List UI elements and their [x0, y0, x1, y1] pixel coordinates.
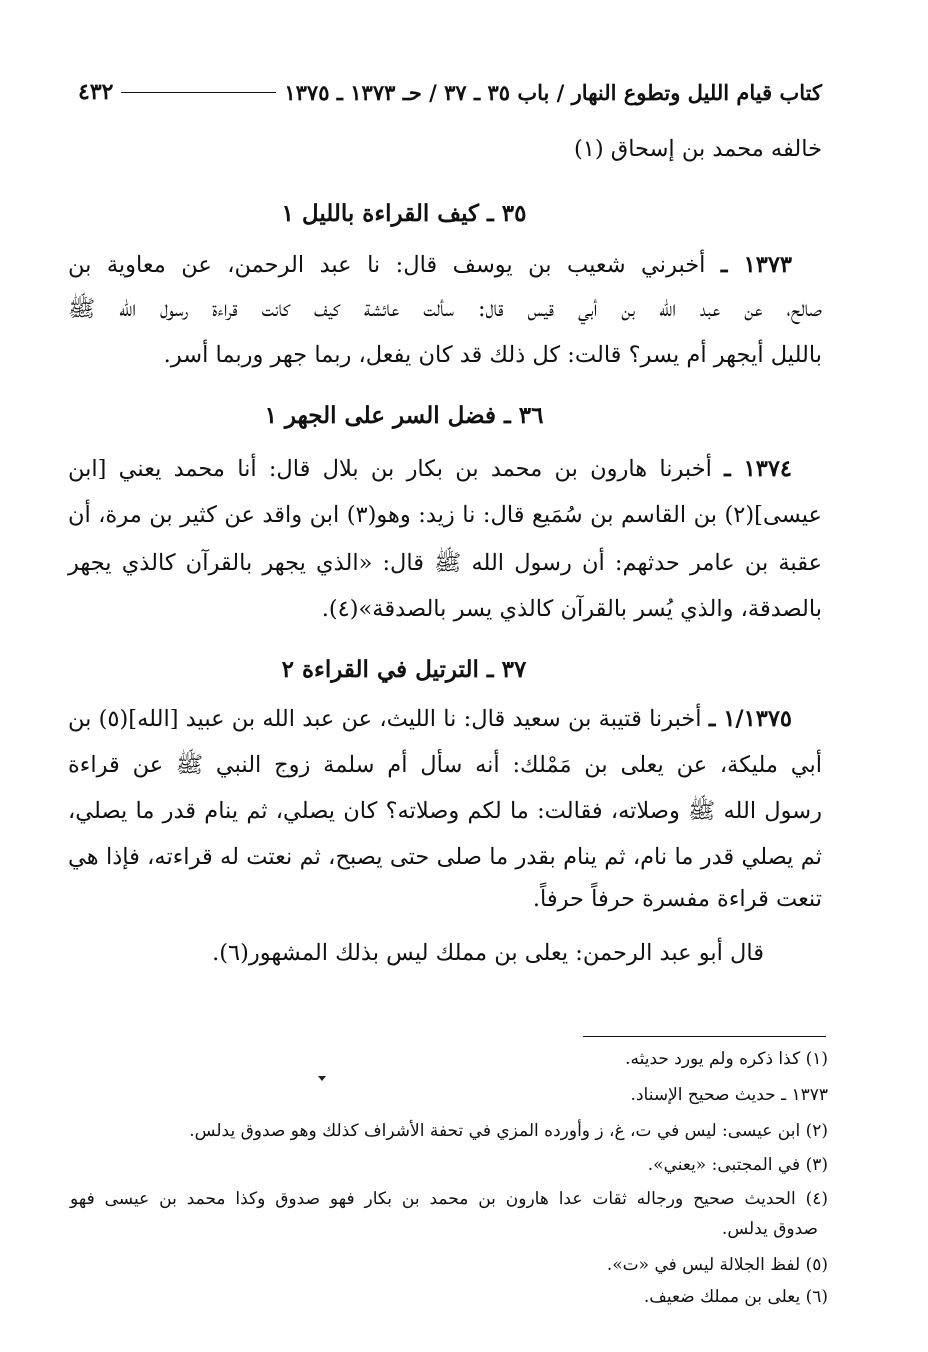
hadith-1375-line-5: تنعت قراءة مفسرة حرفاً حرفاً. [532, 886, 822, 912]
footnote-1: (١) كذا ذكره ولم يورد حديثه. [625, 1049, 828, 1069]
section-heading-36: ٣٦ ـ فضل السر على الجهر ١ [264, 402, 544, 429]
hadith-1375-line-2: أبي مليكة، عن يعلى بن مَمْلك: أنه سأل أم سلمة زوج النبي ﷺ عن قراءة [68, 752, 822, 778]
header-rule [121, 92, 276, 93]
hadith-number: ١٣٧٤ ـ [724, 456, 793, 482]
closing-line: قال أبو عبد الرحمن: يعلى بن مملك ليس بذلك المشهور(٦). [212, 940, 764, 966]
footnote-1373: ١٣٧٣ ـ حديث صحيح الإسناد. [630, 1085, 828, 1105]
hadith-1374-line-1: ١٣٧٤ ـ أخبرنا هارون بن محمد بن بكار بن بلال قال: أنا محمد يعني [ابن [68, 456, 793, 482]
header-title: كتاب قيام الليل وتطوع النهار / باب ٣٥ ـ ٣٧ / حـ ١٣٧٣ ـ ١٣٧٥ [284, 79, 822, 105]
hadith-1374-line-3: عقبة بن عامر حدثهم: أن رسول الله ﷺ قال: «الذي يجهر بالقرآن كالذي يجهر [68, 550, 822, 576]
footnote-2: (٢) ابن عيسى: ليس في ت، غ، ز وأورده المزي في تحفة الأشراف كذلك وهو صدوق يدلس. [189, 1121, 828, 1141]
hadith-1374-line-2: عيسى](٢) بن القاسم بن سُمَيع قال: نا زيد: وهو(٣) ابن واقد عن كثير بن مرة، أن [68, 502, 822, 528]
hadith-1375-line-1: ١/١٣٧٥ ـ أخبرنا قتيبة بن سعيد قال: نا الليث، عن عبد الله بن عبيد [الله](٥) بن [68, 706, 792, 732]
footnote-4-continued: صدوق يدلس. [721, 1219, 818, 1239]
page-number: ٤٣٢ [78, 79, 114, 105]
hadith-1373-line-1: ١٣٧٣ ـ أخبرني شعيب بن يوسف قال: نا عبد الرحمن، عن معاوية بن [68, 252, 792, 278]
section-heading-35: ٣٥ ـ كيف القراءة بالليل ١ [281, 200, 527, 227]
footnote-3: (٣) في المجتبى: «يعني». [647, 1155, 828, 1175]
hadith-1373-line-3: بالليل أيجهر أم يسر؟ قالت: كل ذلك قد كان يفعل، ربما جهر وربما أسر. [163, 342, 822, 368]
footnote-4: (٤) الحديث صحيح ورجاله ثقات عدا هارون بن محمد بن بكار فهو صدوق وكذا محمد بن عيسى فهو [70, 1189, 828, 1209]
section-heading-37: ٣٧ ـ الترتيل في القراءة ٢ [281, 656, 527, 683]
intro-line: خالفه محمد بن إسحاق (١) [573, 136, 822, 162]
hadith-1375-line-4: ثم يصلي قدر ما نام، ثم ينام بقدر ما صلى حتى يصبح، ثم نعتت له قراءته، فإذا هي [68, 844, 822, 870]
hadith-number: ١/١٣٧٥ ـ [708, 706, 792, 732]
stray-mark [318, 1076, 326, 1081]
hadith-1374-line-4: بالصدقة، والذي يُسر بالقرآن كالذي يسر بالصدقة»(٤). [321, 596, 822, 622]
running-header [68, 74, 822, 110]
footnote-rule [583, 1036, 826, 1037]
footnote-5: (٥) لفظ الجلالة ليس في «ت». [606, 1255, 828, 1275]
footnote-6: (٦) يعلى بن مملك ضعيف. [643, 1287, 828, 1307]
hadith-1373-line-2: صالح، عن عبد الله بن أبي قيس قال: سألت عائشة كيف كانت قراءة رسول الله ﷺ [68, 296, 822, 322]
hadith-1375-line-3: رسول الله ﷺ وصلاته، فقالت: ما لكم وصلاته؟ كان يصلي، ثم ينام قدر ما يصلي، [68, 798, 822, 824]
hadith-number: ١٣٧٣ ـ [720, 252, 792, 278]
